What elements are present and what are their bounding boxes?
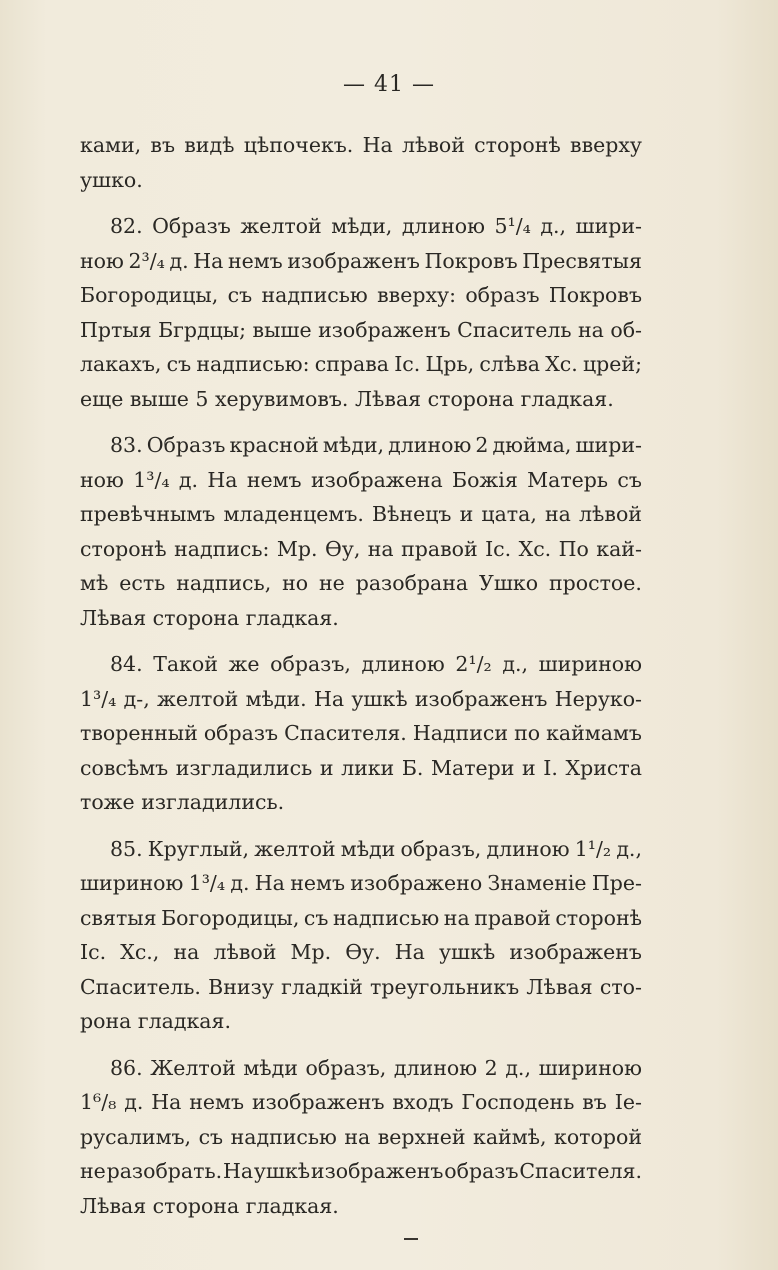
text-line: Лѣвая сторона гладкая.: [80, 1193, 339, 1218]
text-line: не разобрать. На ушкѣ изображенъ образъ Спасителя.: [80, 1159, 642, 1183]
text-line: рона гладкая.: [80, 1009, 231, 1033]
text-line: 84. Такой же образъ, длиною 2¹/₂ д., шириною: [110, 652, 642, 676]
text-line: тоже изгладились.: [80, 790, 285, 814]
text-line: творенный образъ Спасителя. Надписи по каймамъ: [80, 721, 642, 745]
text-line: шириною 1³/₄ д. На немъ изображено Знаменіе Пре-: [80, 871, 642, 895]
text-line: превѣчнымъ младенцемъ. Вѣнецъ и цата, на лѣвой: [80, 502, 642, 526]
text-line: совсѣмъ изгладились и лики Б. Матери и І. Христа: [80, 755, 642, 780]
paragraph-item-85: [80, 832, 642, 1039]
text-line: 85. Круглый, желтой мѣди образъ, длиною 1¹/₂ д.,: [110, 836, 642, 861]
paragraph-item-82: [80, 209, 642, 416]
text-line: мѣ есть надпись, но не разобрана Ушко простое.: [80, 571, 642, 595]
text-line: лакахъ, съ надписью: справа Іс. Црь, слѣва Хс. црей;: [80, 352, 642, 376]
text-line: 1³/₄ д-, желтой мѣди. На ушкѣ изображенъ Неруко-: [80, 686, 642, 711]
text-line: Богородицы, съ надписью вверху: образъ Покровъ: [80, 283, 642, 307]
text-line: Лѣвая сторона гладкая.: [80, 605, 339, 630]
text-line: ушко.: [80, 167, 143, 192]
text-line: ною 1³/₄ д. На немъ изображена Божія Матерь съ: [80, 467, 642, 492]
text-line: 83. Образъ красной мѣди, длиною 2 дюйма, шири-: [110, 433, 642, 457]
text-line: русалимъ, съ надписью на верхней каймѣ, которой: [80, 1124, 642, 1149]
text-line: еще выше 5 херувимовъ. Лѣвая сторона гладкая.: [80, 386, 614, 411]
page-text: [80, 128, 642, 1223]
paragraph-item-84: [80, 647, 642, 820]
text-line: Спаситель. Внизу гладкій треугольникъ Лѣвая сто-: [80, 974, 642, 999]
paragraph-item-86: [80, 1051, 642, 1224]
text-line: Іс. Хс., на лѣвой Мр. Өу. На ушкѣ изображенъ: [80, 940, 642, 964]
text-line: ками, въ видѣ цѣпочекъ. На лѣвой сторонѣ вверху: [80, 133, 642, 157]
page-number: — 41 —: [343, 72, 435, 97]
text-line: 82. Образъ желтой мѣди, длиною 5¹/₄ д., шири-: [110, 214, 642, 238]
paragraph-item-83: [80, 428, 642, 635]
text-line: ною 2³/₄ д. На немъ изображенъ Покровъ Пресвятыя: [80, 248, 642, 273]
text-line: 86. Желтой мѣди образъ, длиною 2 д., шириною: [110, 1055, 642, 1080]
paragraph-continuation: [80, 128, 642, 197]
text-line: 1⁶/₈ д. На немъ изображенъ входъ Господень въ Іе-: [80, 1090, 642, 1114]
printer-mark: [404, 1238, 418, 1240]
text-line: Пртыя Бгрдцы; выше изображенъ Спаситель на об-: [80, 317, 642, 342]
text-line: сторонѣ надпись: Мр. Өу, на правой Іс. Хс. По кай-: [80, 536, 642, 561]
text-line: святыя Богородицы, съ надписью на правой сторонѣ: [80, 905, 642, 930]
